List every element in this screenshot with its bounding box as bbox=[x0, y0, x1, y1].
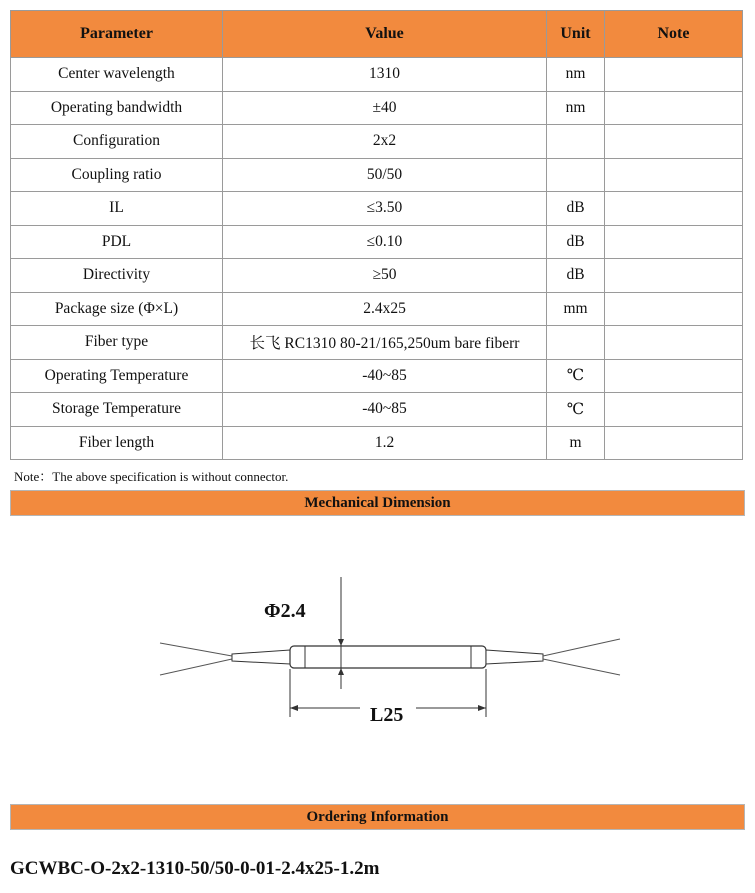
unit-cell bbox=[547, 125, 605, 159]
ordering-information-header: Ordering Information bbox=[10, 804, 745, 830]
value-cell: 50/50 bbox=[223, 158, 547, 192]
note-cell bbox=[605, 393, 743, 427]
value-cell: ±40 bbox=[223, 91, 547, 125]
table-row bbox=[11, 393, 743, 427]
left-fiber-upper bbox=[160, 643, 232, 656]
param-cell: Center wavelength bbox=[11, 58, 223, 92]
unit-cell: ℃ bbox=[547, 359, 605, 393]
value-cell: -40~85 bbox=[223, 393, 547, 427]
value-cell: 长飞 RC1310 80-21/165,250um bare fiberr bbox=[223, 326, 547, 360]
spec-table-header bbox=[11, 11, 743, 58]
table-row bbox=[11, 259, 743, 293]
left-taper bbox=[232, 650, 290, 664]
note-cell bbox=[605, 125, 743, 159]
table-row bbox=[11, 125, 743, 159]
length-arrow-left bbox=[290, 705, 298, 711]
header-unit: Unit bbox=[547, 11, 605, 58]
table-row bbox=[11, 58, 743, 92]
param-cell: Fiber type bbox=[11, 326, 223, 360]
unit-cell: dB bbox=[547, 192, 605, 226]
diameter-label: Φ2.4 bbox=[264, 600, 306, 622]
note-text: Note：The above specification is without connector. bbox=[14, 469, 289, 484]
mechanical-dimension-header: Mechanical Dimension bbox=[10, 490, 745, 516]
unit-cell: dB bbox=[547, 259, 605, 293]
note-cell bbox=[605, 91, 743, 125]
note-cell bbox=[605, 192, 743, 226]
left-fiber-lower bbox=[160, 659, 232, 675]
value-cell: ≥50 bbox=[223, 259, 547, 293]
param-cell: Fiber length bbox=[11, 426, 223, 460]
unit-cell bbox=[547, 326, 605, 360]
table-row bbox=[11, 91, 743, 125]
value-cell: 1310 bbox=[223, 58, 547, 92]
value-cell: 2.4x25 bbox=[223, 292, 547, 326]
value-cell: 2x2 bbox=[223, 125, 547, 159]
param-cell: Configuration bbox=[11, 125, 223, 159]
value-cell: 1.2 bbox=[223, 426, 547, 460]
table-row bbox=[11, 326, 743, 360]
mechanical-diagram bbox=[150, 565, 630, 730]
unit-cell bbox=[547, 158, 605, 192]
param-cell: PDL bbox=[11, 225, 223, 259]
unit-cell: dB bbox=[547, 225, 605, 259]
note-cell bbox=[605, 326, 743, 360]
unit-cell: mm bbox=[547, 292, 605, 326]
note-cell bbox=[605, 359, 743, 393]
length-arrow-right bbox=[478, 705, 486, 711]
right-fiber-upper bbox=[543, 639, 620, 656]
diameter-arrow-top bbox=[338, 639, 344, 646]
table-row bbox=[11, 359, 743, 393]
note-cell bbox=[605, 426, 743, 460]
header-note: Note bbox=[605, 11, 743, 58]
note-cell bbox=[605, 225, 743, 259]
param-cell: Package size (Φ×L) bbox=[11, 292, 223, 326]
header-value: Value bbox=[223, 11, 547, 58]
unit-cell: m bbox=[547, 426, 605, 460]
table-row bbox=[11, 192, 743, 226]
param-cell: Storage Temperature bbox=[11, 393, 223, 427]
note-cell bbox=[605, 292, 743, 326]
table-row bbox=[11, 426, 743, 460]
unit-cell: ℃ bbox=[547, 393, 605, 427]
note-cell bbox=[605, 58, 743, 92]
diameter-arrow-bottom bbox=[338, 668, 344, 675]
table-row bbox=[11, 292, 743, 326]
value-cell: -40~85 bbox=[223, 359, 547, 393]
right-fiber-lower bbox=[543, 659, 620, 675]
unit-cell: nm bbox=[547, 91, 605, 125]
header-parameter: Parameter bbox=[11, 11, 223, 58]
note-cell bbox=[605, 259, 743, 293]
length-label: L25 bbox=[370, 704, 404, 726]
note-cell bbox=[605, 158, 743, 192]
unit-cell: nm bbox=[547, 58, 605, 92]
right-taper bbox=[486, 650, 543, 664]
param-cell: Operating Temperature bbox=[11, 359, 223, 393]
ordering-code: GCWBC-O-2x2-1310-50/50-0-01-2.4x25-1.2m bbox=[10, 858, 380, 879]
value-cell: ≤3.50 bbox=[223, 192, 547, 226]
coupler-body bbox=[290, 646, 486, 668]
param-cell: Directivity bbox=[11, 259, 223, 293]
param-cell: IL bbox=[11, 192, 223, 226]
spec-table bbox=[10, 10, 743, 460]
value-cell: ≤0.10 bbox=[223, 225, 547, 259]
param-cell: Operating bandwidth bbox=[11, 91, 223, 125]
table-row bbox=[11, 225, 743, 259]
table-row bbox=[11, 158, 743, 192]
param-cell: Coupling ratio bbox=[11, 158, 223, 192]
